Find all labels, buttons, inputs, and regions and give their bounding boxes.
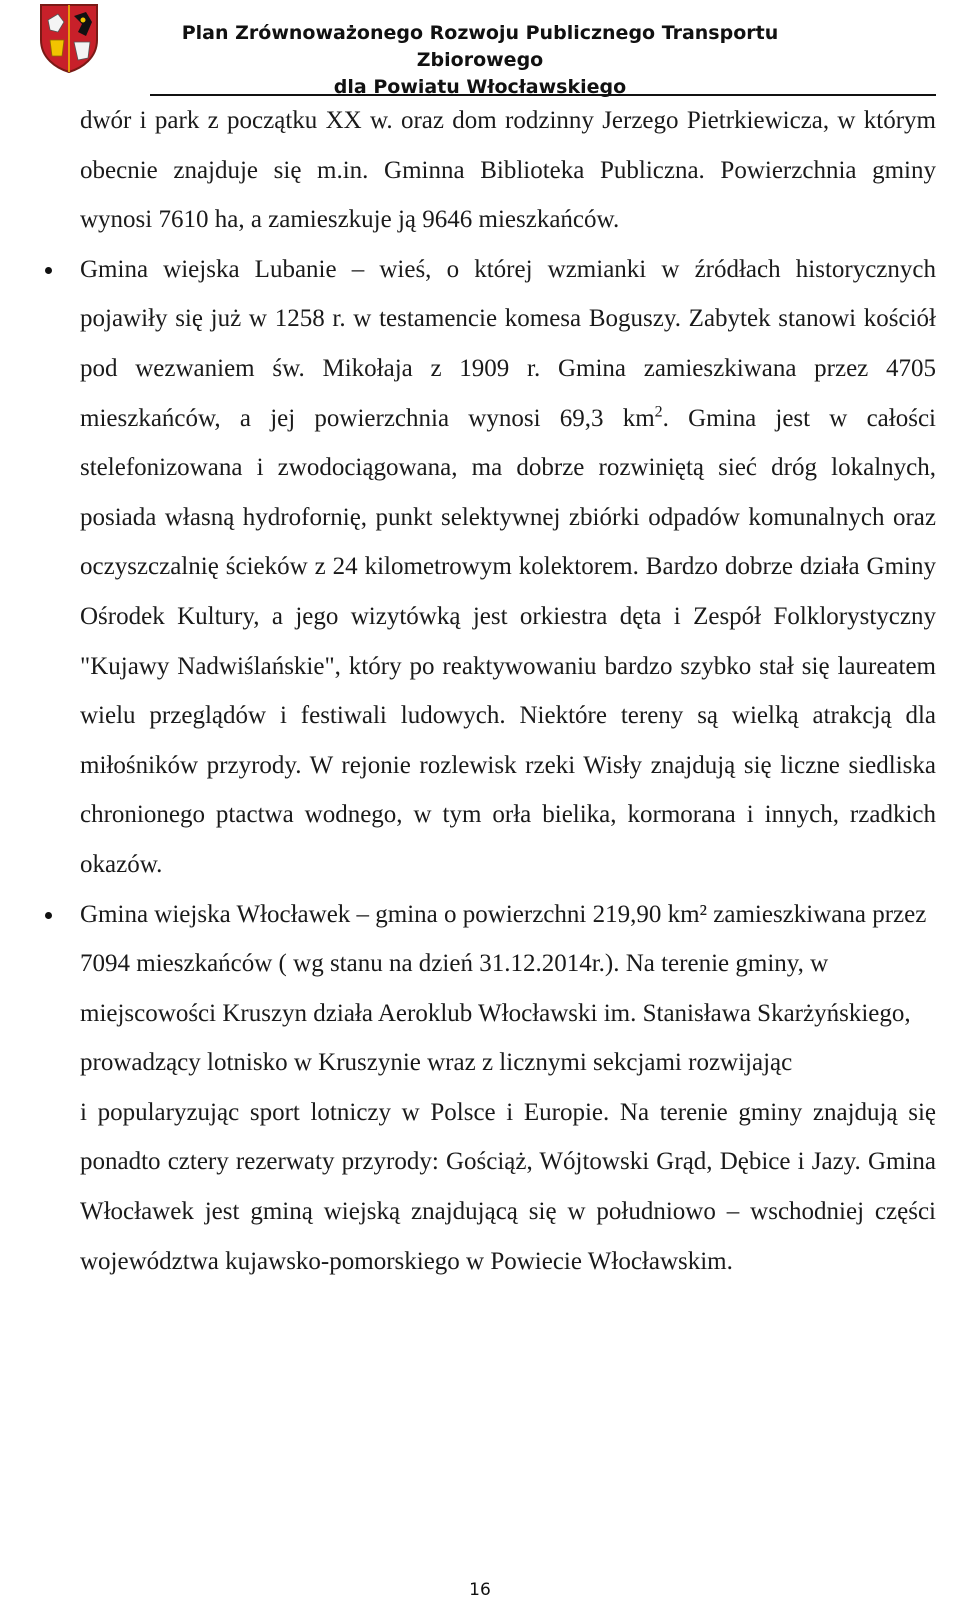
- document-title-line2: dla Powiatu Włocławskiego: [333, 76, 627, 98]
- page-header: [0, 0, 960, 100]
- list-item-lubanie: [80, 245, 936, 890]
- coat-of-arms-icon: [38, 2, 100, 74]
- lubanie-text: Gmina wiejska Lubanie – wieś, o której wzmianki w źródłach historycznych pojawiły się już w 1258 r. w testamencie komesa Boguszy. Zabytek stanowi kościół pod wezwaniem św. Mikołaja z 1909 r. Gmina zamieszkiwana przez 4705 mieszkańców, a jej powierzchnia wynosi 69,3 km: [80, 255, 936, 432]
- document-title-line1: Plan Zrównoważonego Rozwoju Publicznego Transportu Zbiorowego: [181, 22, 779, 71]
- wloclawek-text-part1: Gmina wiejska Włocławek – gmina o powierzchni 219,90 km² zamieszkiwana przez 7094 mieszkańców ( wg stanu na dzień 31.12.2014r.). Na terenie gminy, w miejscowości Kruszyn działa Aeroklub Włocławski im. Stanisława Skarżyńskiego, prowadzący lotnisko w Kruszynie wraz z licznymi sekcjami rozwijając: [80, 900, 927, 1077]
- list-item-wloclawek: [80, 890, 936, 1287]
- page-body: [80, 96, 936, 1286]
- superscript-2: 2: [654, 403, 663, 421]
- gmina-list: [80, 245, 936, 1286]
- lubanie-text-continued: . Gmina jest w całości stelefonizowana i zwodociągowana, ma dobrze rozwiniętą sieć dróg lokalnych, posiada własną hydrofornię, punkt selektywnej zbiórki odpadów komunalnych oraz oczyszczalnię ścieków z 24 kilometrowym kolektorem. Bardzo dobrze działa Gminy Ośrodek Kultury, a jego wizytówką jest orkiestra dęta i Zespół Folklorystyczny "Kujawy Nadwiślańskie", który po reaktywowaniu bardzo szybko stał się laureatem wielu przeglądów i festiwali ludowych. Niektóre tereny są wielką atrakcją dla miłośników przyrody. W rejonie rozlewisk rzeki Wisły znajdują się liczne siedliska chronionego ptactwa wodnego, w tym orła bielika, kormorana i innych, rzadkich okazów.: [80, 404, 936, 878]
- wloclawek-text-part2: i popularyzując sport lotniczy w Polsce i Europie. Na terenie gminy znajdują się ponadto cztery rezerwaty przyrody: Gościąż, Wójtowski Grąd, Dębice i Jazy. Gmina Włocławek jest gminą wiejską znajdującą się w południowo – wschodniej części województwa kujawsko-pomorskiego w Powiecie Włocławskim.: [80, 1098, 936, 1275]
- intro-paragraph: dwór i park z początku XX w. oraz dom rodzinny Jerzego Pietrkiewicza, w którym obecnie znajduje się m.in. Gminna Biblioteka Publiczna. Powierzchnia gminy wynosi 7610 ha, a zamieszkuje ją 9646 mieszkańców.: [80, 107, 936, 234]
- document-title: [150, 20, 810, 101]
- page-number: 16: [469, 1580, 491, 1600]
